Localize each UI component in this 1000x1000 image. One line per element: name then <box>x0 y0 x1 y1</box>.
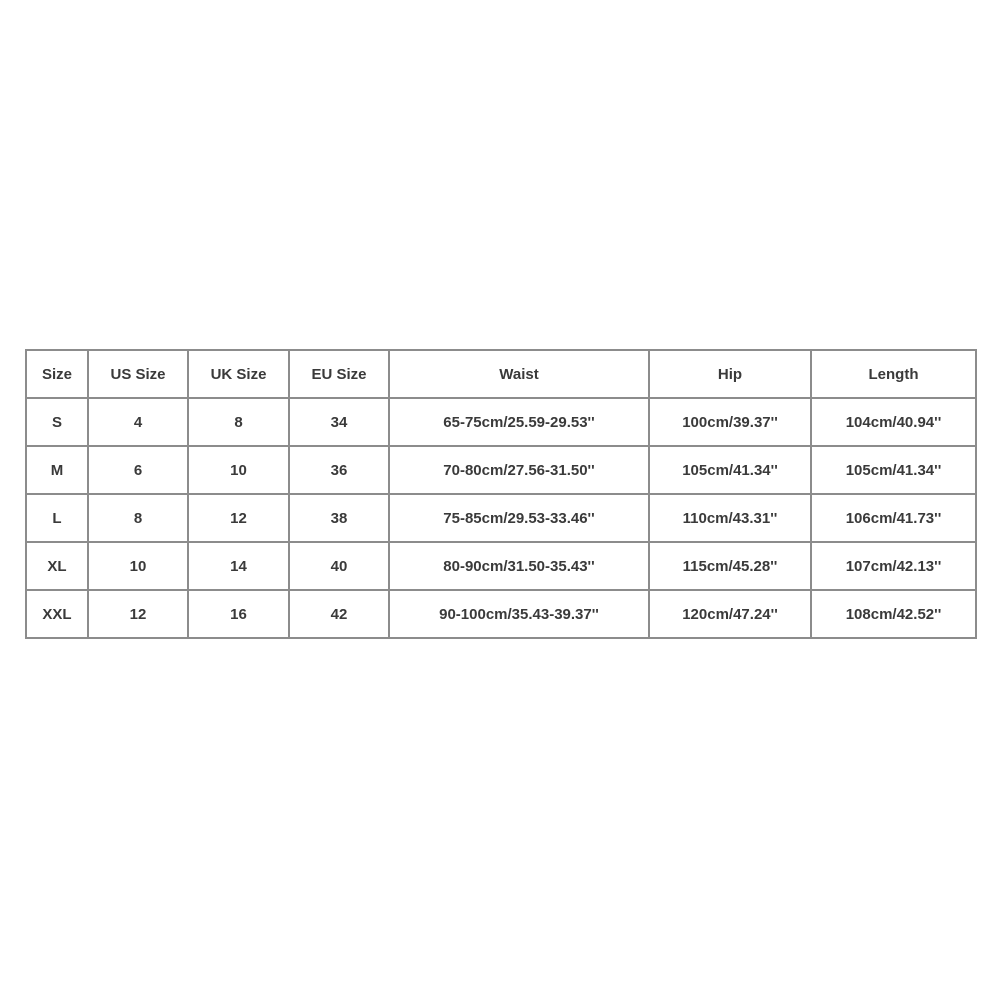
cell-us-size: 10 <box>88 542 188 590</box>
cell-length: 105cm/41.34'' <box>811 446 976 494</box>
cell-waist: 80-90cm/31.50-35.43'' <box>389 542 649 590</box>
header-cell-us-size: US Size <box>88 350 188 398</box>
cell-length: 106cm/41.73'' <box>811 494 976 542</box>
cell-eu-size: 38 <box>289 494 389 542</box>
header-cell-hip: Hip <box>649 350 811 398</box>
header-cell-waist: Waist <box>389 350 649 398</box>
cell-size: XL <box>26 542 88 590</box>
cell-uk-size: 12 <box>188 494 289 542</box>
table-row <box>26 590 976 638</box>
cell-waist: 65-75cm/25.59-29.53'' <box>389 398 649 446</box>
cell-hip: 105cm/41.34'' <box>649 446 811 494</box>
header-cell-uk-size: UK Size <box>188 350 289 398</box>
cell-uk-size: 8 <box>188 398 289 446</box>
table-row <box>26 446 976 494</box>
cell-us-size: 8 <box>88 494 188 542</box>
table-row <box>26 542 976 590</box>
size-chart-table <box>25 349 977 639</box>
cell-eu-size: 40 <box>289 542 389 590</box>
cell-hip: 115cm/45.28'' <box>649 542 811 590</box>
cell-waist: 70-80cm/27.56-31.50'' <box>389 446 649 494</box>
header-cell-size: Size <box>26 350 88 398</box>
cell-uk-size: 14 <box>188 542 289 590</box>
table-row <box>26 398 976 446</box>
cell-size: S <box>26 398 88 446</box>
cell-size: XXL <box>26 590 88 638</box>
cell-eu-size: 42 <box>289 590 389 638</box>
cell-us-size: 6 <box>88 446 188 494</box>
header-cell-eu-size: EU Size <box>289 350 389 398</box>
cell-size: M <box>26 446 88 494</box>
cell-size: L <box>26 494 88 542</box>
cell-uk-size: 16 <box>188 590 289 638</box>
cell-waist: 75-85cm/29.53-33.46'' <box>389 494 649 542</box>
header-row <box>26 350 976 398</box>
cell-hip: 100cm/39.37'' <box>649 398 811 446</box>
cell-length: 104cm/40.94'' <box>811 398 976 446</box>
header-cell-length: Length <box>811 350 976 398</box>
cell-hip: 110cm/43.31'' <box>649 494 811 542</box>
cell-waist: 90-100cm/35.43-39.37'' <box>389 590 649 638</box>
cell-uk-size: 10 <box>188 446 289 494</box>
table-row <box>26 494 976 542</box>
cell-hip: 120cm/47.24'' <box>649 590 811 638</box>
cell-us-size: 4 <box>88 398 188 446</box>
cell-us-size: 12 <box>88 590 188 638</box>
cell-eu-size: 34 <box>289 398 389 446</box>
cell-length: 108cm/42.52'' <box>811 590 976 638</box>
cell-length: 107cm/42.13'' <box>811 542 976 590</box>
cell-eu-size: 36 <box>289 446 389 494</box>
